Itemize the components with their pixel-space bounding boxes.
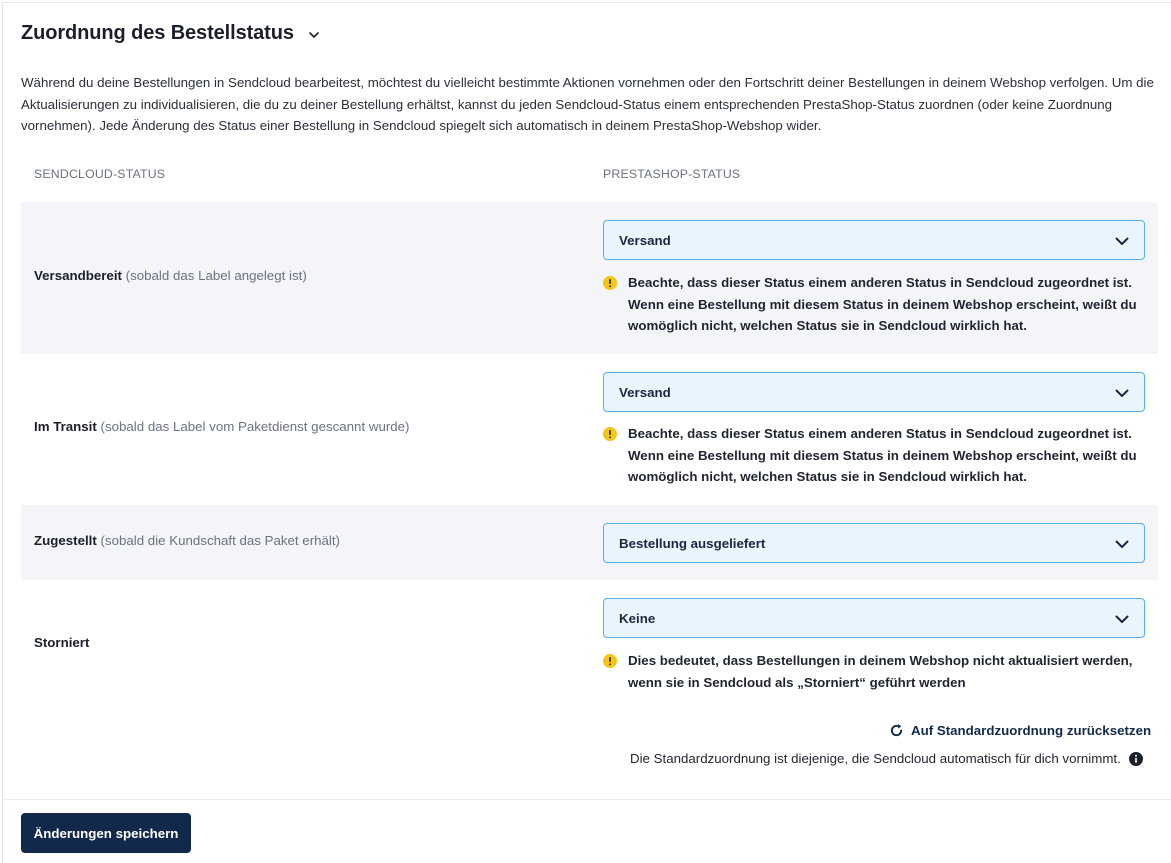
intro-text: Während du deine Bestellungen in Sendcloud bearbeitest, möchtest du vielleicht bestimmte Aktionen vornehmen oder den Fortschritt deiner Bestellungen in deinem Webshop verfolgen. Um die Aktualisierungen zu individualisieren, die du zu deiner Bestellung erhältst, kannst du jeden Sendcloud-Status einem entsprechenden PrestaShop-Status zuordnen (oder keine Zuordnung vornehmen). Jede Änderung des Status einer Bestellung in Sendcloud spiegelt sich automatisch in deinem PrestaShop-Webshop wider. (21, 75, 1154, 133)
page-title: Zuordnung des Bestellstatus (21, 21, 294, 44)
prestashop-status-select[interactable] (603, 372, 1145, 412)
default-mapping-note: Die Standardzuordnung ist diejenige, die Sendcloud automatisch für dich vornimmt. (630, 751, 1143, 766)
chevron-down-icon (1114, 536, 1130, 552)
prestashop-status-select[interactable] (603, 220, 1145, 260)
mapping-row-versandbereit (21, 202, 1158, 354)
warning-icon (603, 654, 617, 668)
row-label: Zugestellt (sobald die Kundschaft das Paket erhält) (34, 533, 340, 548)
info-icon[interactable] (1129, 752, 1143, 766)
select-value: Keine (619, 610, 656, 626)
warning-message: Beachte, dass dieser Status einem anderen Status in Sendcloud zugeordnet ist. Wenn eine Bestellung mit diesem Status in deinem Webshop erscheint, weißt du womöglich nicht, welchen Status sie in Sendcloud wirklich hat. (603, 423, 1143, 488)
chevron-down-icon (1114, 233, 1130, 249)
info-message: Dies bedeutet, dass Bestellungen in deinem Webshop nicht aktualisiert werden, wenn sie in Sendcloud als „Storniert“ geführt werden (603, 650, 1143, 693)
refresh-icon (889, 723, 904, 738)
column-header-prestashop: PRESTASHOP-STATUS (603, 167, 741, 181)
prestashop-status-select[interactable] (603, 523, 1145, 563)
row-label: Versandbereit (sobald das Label angelegt ist) (34, 268, 307, 283)
reset-label: Auf Standardzuordnung zurücksetzen (911, 722, 1152, 738)
section-header-toggle[interactable] (21, 20, 320, 46)
select-value: Versand (619, 232, 671, 248)
footer-divider (3, 799, 1171, 800)
mapping-row-storniert (21, 580, 1158, 695)
warning-icon (603, 276, 617, 290)
prestashop-status-select[interactable] (603, 598, 1145, 638)
warning-icon (603, 427, 617, 441)
select-value: Bestellung ausgeliefert (619, 535, 766, 551)
save-changes-button[interactable]: Änderungen speichern (21, 813, 191, 853)
row-label: Im Transit (sobald das Label vom Paketdienst gescannt wurde) (34, 419, 410, 434)
mapping-row-im-transit (21, 354, 1158, 505)
reset-to-default-button[interactable] (889, 720, 1151, 740)
chevron-down-icon (308, 29, 320, 41)
row-label: Storniert (34, 635, 90, 650)
warning-message: Beachte, dass dieser Status einem anderen Status in Sendcloud zugeordnet ist. Wenn eine Bestellung mit diesem Status in deinem Webshop erscheint, weißt du womöglich nicht, welchen Status sie in Sendcloud wirklich hat. (603, 272, 1143, 337)
select-value: Versand (619, 384, 671, 400)
mapping-row-zugestellt (21, 505, 1158, 580)
column-header-sendcloud: SENDCLOUD-STATUS (34, 167, 166, 181)
chevron-down-icon (1114, 611, 1130, 627)
chevron-down-icon (1114, 385, 1130, 401)
